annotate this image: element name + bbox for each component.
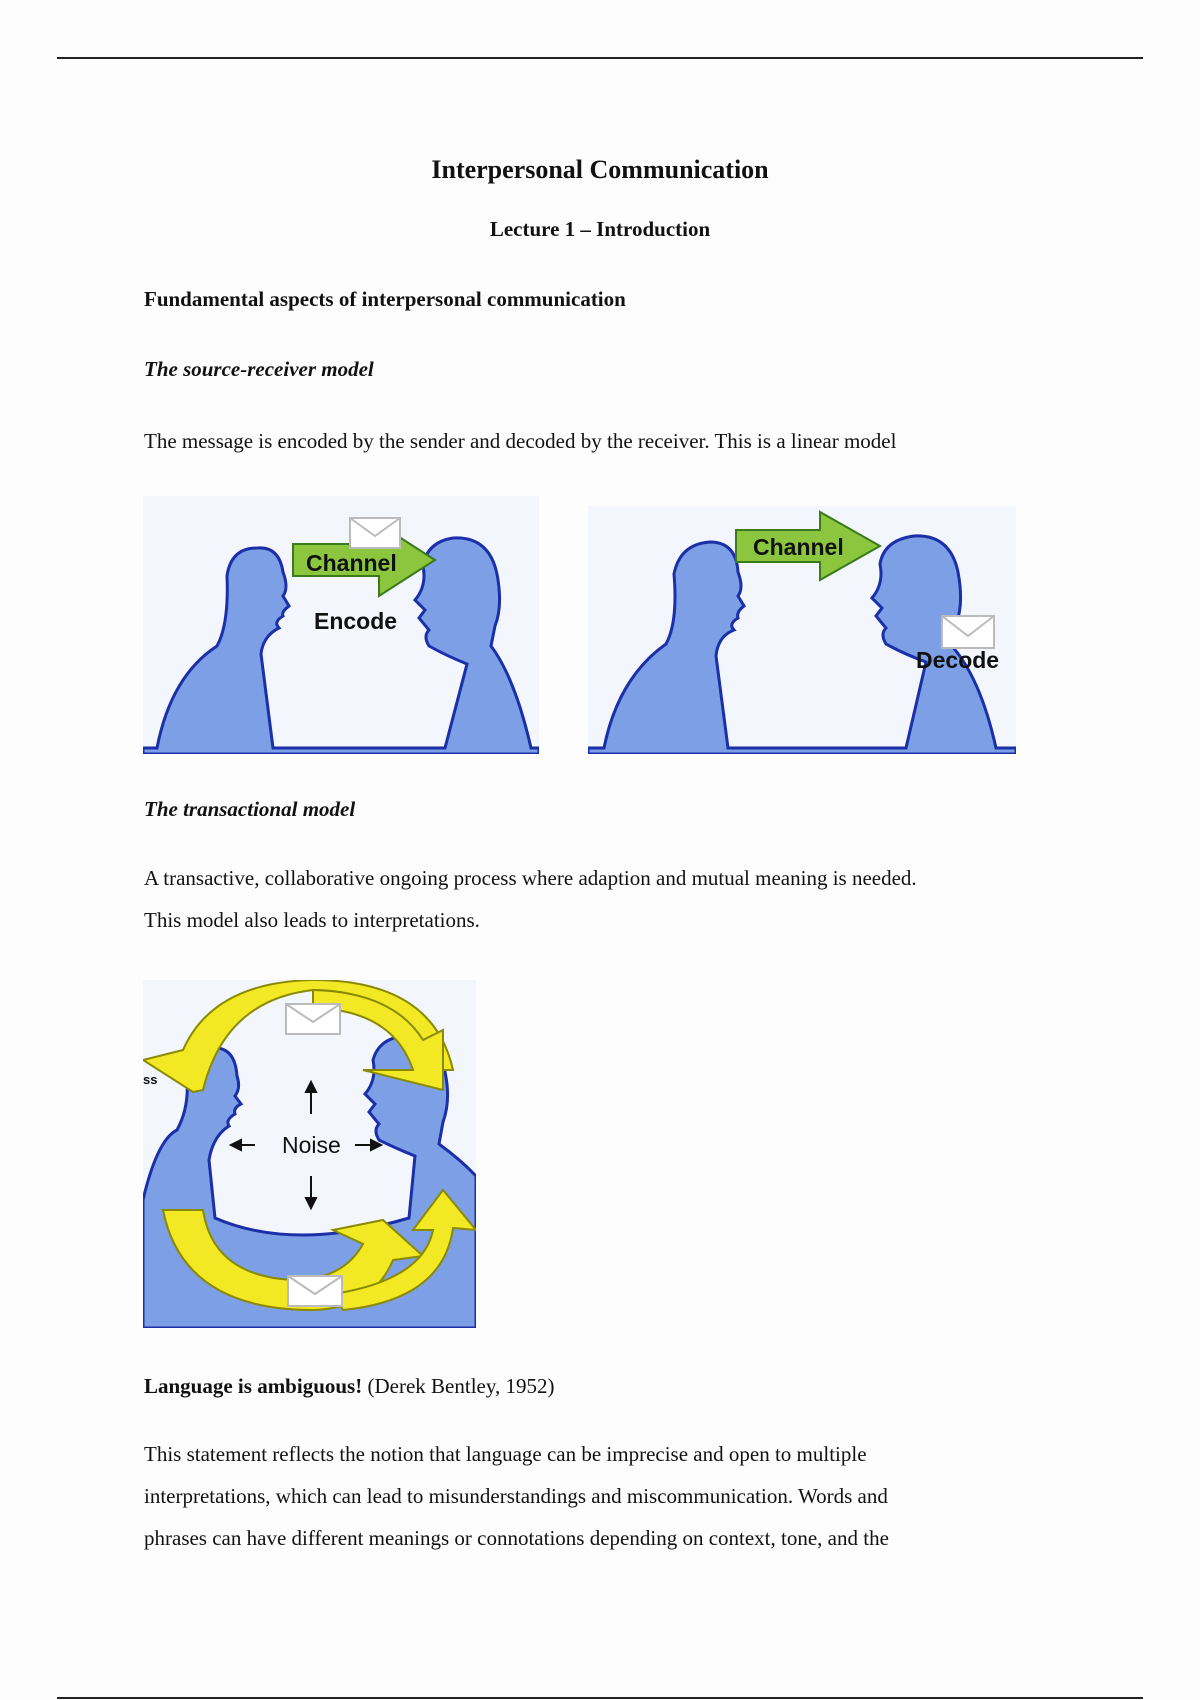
ambiguity-heading: Language is ambiguous! xyxy=(144,1374,363,1398)
bottom-rule xyxy=(57,1697,1143,1699)
source-receiver-text: The message is encoded by the sender and decoded by the receiver. This is a linear model xyxy=(144,429,897,453)
transactional-figure xyxy=(143,980,476,1328)
envelope-icon xyxy=(350,518,400,548)
ambiguity-line-3: phrases can have different meanings or connotations depending on context, tone, and the xyxy=(144,1526,889,1550)
transactional-line-2: This model also leads to interpretations. xyxy=(144,908,480,932)
ambiguity-citation: (Derek Bentley, 1952) xyxy=(362,1374,555,1398)
channel-label: Channel xyxy=(306,550,397,576)
ambiguity-line-1: This statement reflects the notion that language can be imprecise and open to multiple xyxy=(144,1442,867,1466)
decode-label: Decode xyxy=(916,647,1000,673)
ambiguity-statement xyxy=(144,1365,554,1407)
page-title: Interpersonal Communication xyxy=(431,155,769,184)
decode-figure xyxy=(588,506,1016,754)
noise-label: Noise xyxy=(282,1132,341,1158)
cropped-label: ss xyxy=(143,1072,158,1087)
transactional-line-1: A transactive, collaborative ongoing process where adaption and mutual meaning is needed. xyxy=(144,866,917,890)
lecture-subtitle: Lecture 1 – Introduction xyxy=(489,217,711,241)
envelope-icon xyxy=(942,616,994,648)
channel-label: Channel xyxy=(753,534,844,560)
source-receiver-heading: The source-receiver model xyxy=(144,357,374,381)
ambiguity-line-2: interpretations, which can lead to misunderstandings and miscommunication. Words and xyxy=(144,1484,888,1508)
section-heading: Fundamental aspects of interpersonal communication xyxy=(144,287,626,311)
envelope-icon xyxy=(288,1276,342,1306)
encode-figure xyxy=(143,496,539,754)
transactional-heading: The transactional model xyxy=(144,797,356,821)
top-rule xyxy=(57,57,1143,59)
envelope-icon xyxy=(286,1004,340,1034)
encode-label: Encode xyxy=(314,608,398,634)
